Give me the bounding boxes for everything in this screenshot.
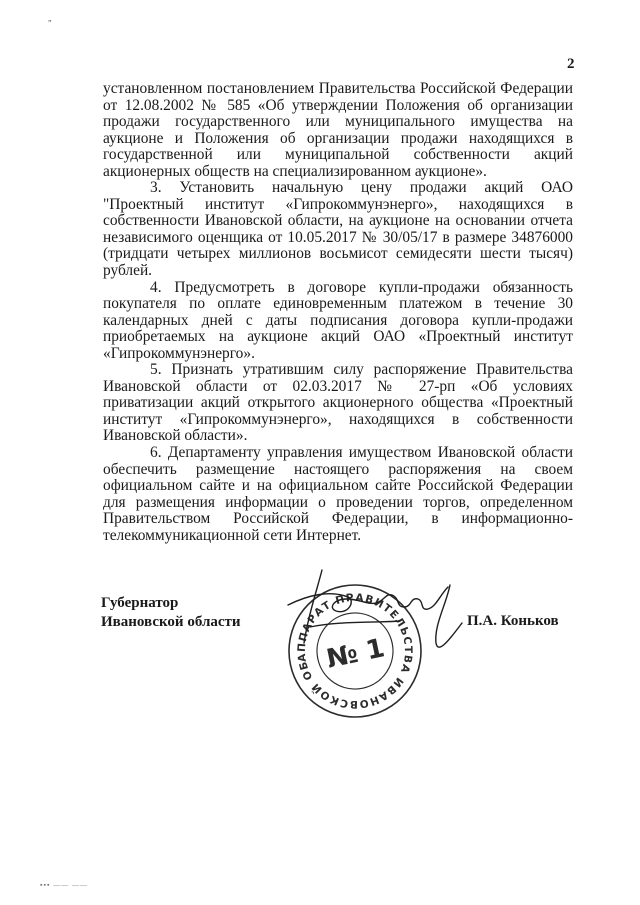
signatory-name: П.А. Коньков (467, 613, 559, 629)
position-region: Ивановской области (101, 614, 241, 630)
paragraph-item-5: 5. Признать утратившим силу распоряжение Правительства Ивановской области от 02.03.2017 № 27-рп «Об условиях приватизации акций открытого акционерного общества «Проектный институт «Гипрокоммунэнерго», находящихся в собственности Ивановской области». (103, 361, 573, 445)
position-title: Губернатор (101, 595, 179, 611)
official-seal (228, 544, 434, 738)
paragraph-item-3: 3. Установить начальную цену продажи акций ОАО "Проектный институт «Гипрокоммунэнерго», находящихся в собственности Ивановской области, на аукционе на основании отчета независимого оценщика от 10.05.2017 № 30/05/17 в размере 34876000 (тридцати четырех миллионов восьмисот семидесяти шести тысяч) рублей. (103, 179, 573, 280)
paragraph-item-6: 6. Департаменту управления имуществом Ивановской области обеспечить размещение настоящего распоряжения на своем официальном сайте и на официальном сайте Российской Федерации для размещения информации о проведении торгов, определенном Правительством Российской Федерации, в информационно-телекоммуникационной сети Интернет. (103, 444, 573, 544)
scan-corner-mark: „ (48, 14, 52, 23)
paragraph-continuation: установленном постановлением Правительства Российской Федерации от 12.08.2002 № 585 «Об утверждении Положения об организации продажи государственного или муниципального имущества на аукционе и Положения об организации продажи находящихся в государственной или муниципальной собственности акций акционерных обществ на специализированном аукционе». (103, 80, 573, 180)
page-number: 2 (567, 56, 575, 72)
signatory-position (101, 594, 241, 632)
paragraph-item-4: 4. Предусмотреть в договоре купли-продажи обязанность покупателя по оплате единовременным платежом в течение 30 календарных дней с даты подписания договора купли-продажи приобретаемых на аукционе акций ОАО «Проектный институт «Гипрокоммунэнерго». (103, 278, 573, 362)
document-body (103, 81, 573, 544)
seal-ring-text: АППАРАТ ПРАВИТЕЛЬСТВА ИВАНОВСКОЙ ОБЛАСТИ • ПРАВОВОЕ УПРАВЛЕНИЕ • (227, 578, 415, 711)
seal-and-signature (227, 565, 470, 735)
seal-number: № 1 (323, 633, 388, 675)
scan-footer-mark: ▪▪▪ —— —— (40, 881, 88, 889)
